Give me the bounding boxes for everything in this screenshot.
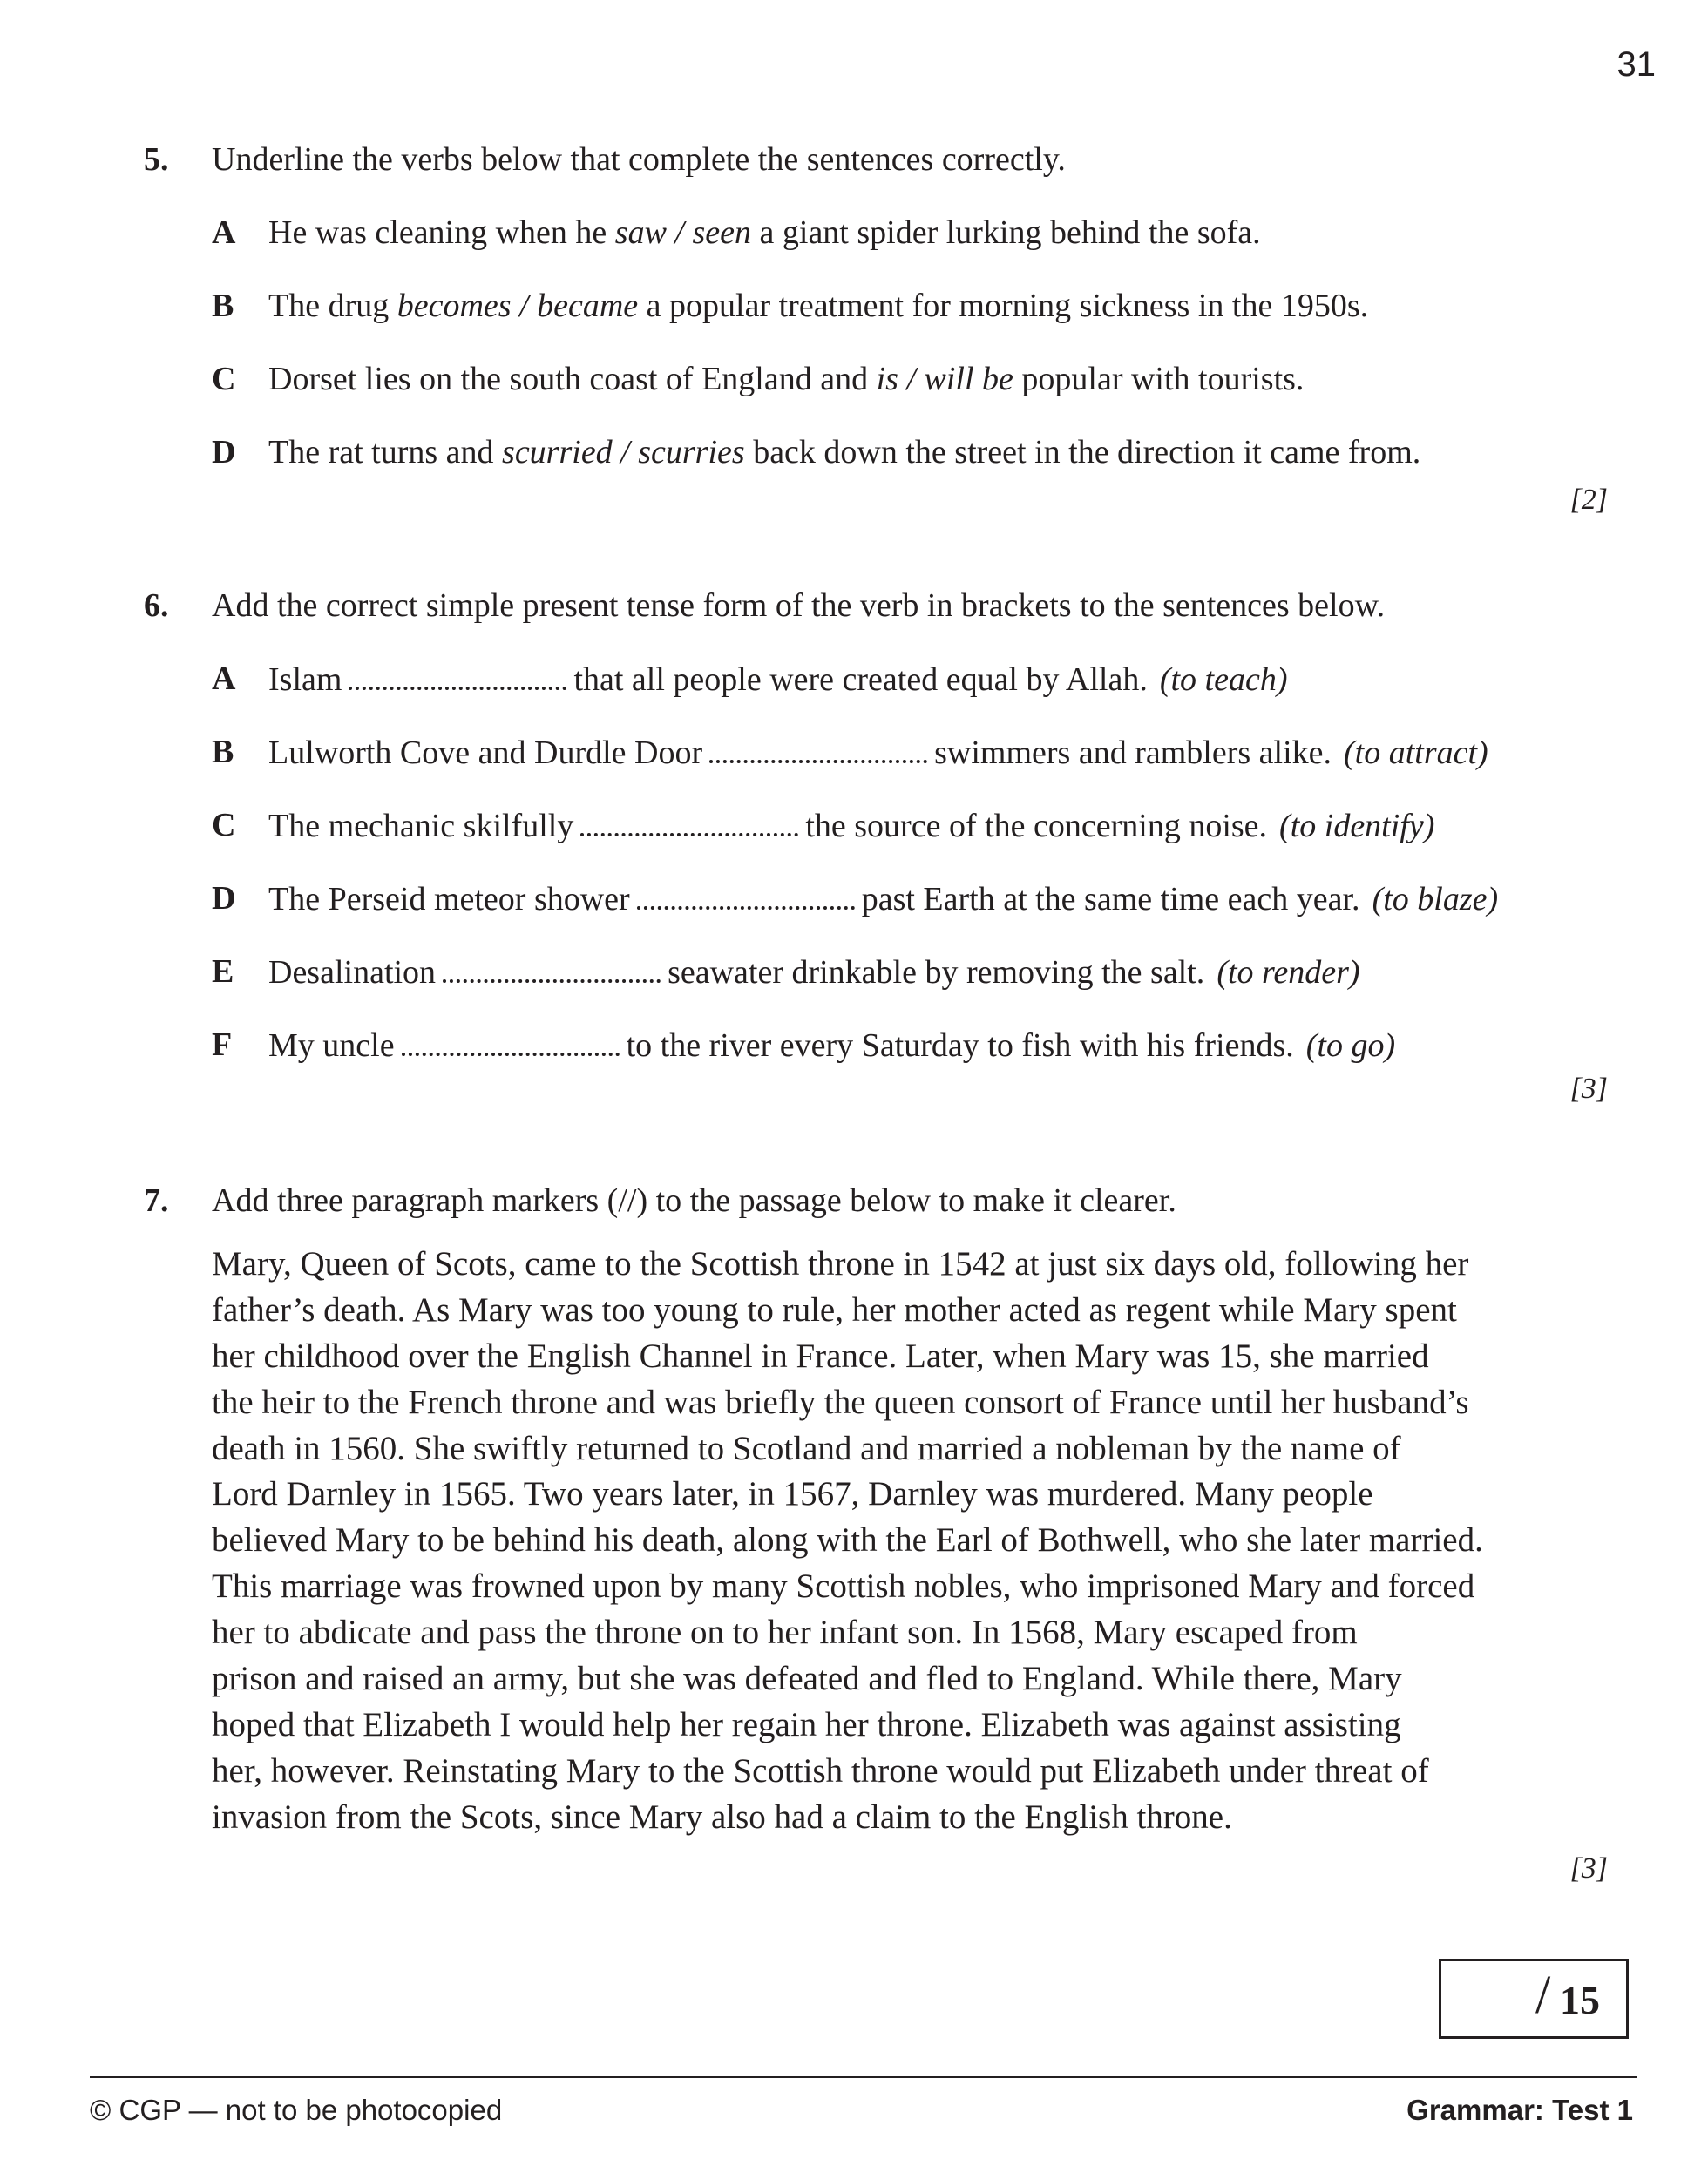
answer-blank[interactable] <box>637 877 855 910</box>
verb-options[interactable]: becomes / became <box>396 288 639 324</box>
passage-line: father’s death. As Mary was too young to rule, her mother acted as regent while Mary spent <box>212 1290 1457 1329</box>
q5-item-d: D The rat turns and scurried / scurries back down the street in the direction it came from. <box>144 430 1608 474</box>
question-7 <box>144 1179 1608 1893</box>
question-number: 5. <box>144 141 169 178</box>
answer-blank[interactable] <box>709 730 927 763</box>
q6-item-d: D The Perseid meteor shower past Earth at the same time each year. (to blaze) <box>144 877 1608 920</box>
footer-copyright: © CGP — not to be photocopied <box>90 2094 503 2126</box>
question-number: 6. <box>144 587 169 624</box>
verb-hint: (to blaze) <box>1372 881 1499 917</box>
question-6 <box>144 584 1608 1105</box>
footer-test-title: Grammar: Test 1 <box>1406 2094 1633 2126</box>
item-letter: C <box>212 807 236 843</box>
item-letter: B <box>212 734 234 770</box>
page-number: 31 <box>1616 45 1656 84</box>
answer-blank[interactable] <box>402 1023 620 1056</box>
q6-item-f: F My uncle to the river every Saturday to fish with his friends. (to go) <box>144 1023 1608 1066</box>
verb-hint: (to attract) <box>1344 735 1488 771</box>
passage-line: Lord Darnley in 1565. Two years later, in 1567, Darnley was murdered. Many people <box>212 1475 1373 1513</box>
verb-options[interactable]: saw / seen <box>614 214 752 251</box>
marks-label: [3] <box>1569 1852 1608 1885</box>
question-prompt: Add three paragraph markers (//) to the passage below to make it clearer. <box>212 1182 1176 1219</box>
answer-blank[interactable] <box>580 803 798 836</box>
verb-options[interactable]: scurried / scurries <box>502 434 745 471</box>
passage-line: her, however. Reinstating Mary to the Scottish throne would put Elizabeth under threat of <box>212 1751 1429 1790</box>
item-letter: B <box>212 288 234 324</box>
q5-item-a: A He was cleaning when he saw / seen a giant spider lurking behind the sofa. <box>144 211 1608 254</box>
verb-hint: (to identify) <box>1279 808 1435 844</box>
q6-item-c: C The mechanic skilfully the source of the concerning noise. (to identify) <box>144 803 1608 847</box>
verb-hint: (to go) <box>1305 1027 1396 1064</box>
marks-label: [3] <box>1569 1073 1608 1105</box>
item-letter: F <box>212 1026 233 1063</box>
q6-item-a: A Islam that all people were created equal by Allah. (to teach) <box>144 657 1608 701</box>
question-prompt: Underline the verbs below that complete the sentences correctly. <box>212 141 1066 178</box>
answer-blank[interactable] <box>443 950 661 983</box>
item-letter: A <box>212 660 236 697</box>
passage-line: Mary, Queen of Scots, came to the Scottish throne in 1542 at just six days old, following her <box>212 1245 1469 1283</box>
question-5 <box>144 138 1608 516</box>
passage-line: believed Mary to be behind his death, along with the Earl of Bothwell, who she later married. <box>212 1521 1483 1560</box>
score-total: 15 <box>1560 1978 1600 2022</box>
passage-line: death in 1560. She swiftly returned to Scotland and married a nobleman by the name of <box>212 1429 1401 1467</box>
item-letter: D <box>212 434 236 471</box>
q6-item-b: B Lulworth Cove and Durdle Door swimmers and ramblers alike. (to attract) <box>144 730 1608 774</box>
passage-line: This marriage was frowned upon by many Scottish nobles, who imprisoned Mary and forced <box>212 1567 1475 1606</box>
answer-blank[interactable] <box>349 657 566 690</box>
passage-line: hoped that Elizabeth I would help her regain her throne. Elizabeth was against assisting <box>212 1705 1401 1743</box>
item-letter: D <box>212 880 236 917</box>
marks-label: [2] <box>1569 484 1608 516</box>
question-number: 7. <box>144 1182 169 1219</box>
q5-item-c: C Dorset lies on the south coast of England and is / will be popular with tourists. <box>144 357 1608 401</box>
passage-line: invasion from the Scots, since Mary also had a claim to the English throne. <box>212 1797 1232 1836</box>
passage-line: her childhood over the English Channel in France. Later, when Mary was 15, she married <box>212 1337 1429 1375</box>
verb-hint: (to render) <box>1217 954 1360 991</box>
item-letter: E <box>212 953 234 990</box>
score-slash: / <box>1535 1966 1551 2025</box>
q6-item-e: E Desalination seawater drinkable by removing the salt. (to render) <box>144 950 1608 993</box>
passage-line: prison and raised an army, but she was defeated and fled to England. While there, Mary <box>212 1660 1402 1698</box>
footer-divider <box>90 2076 1637 2078</box>
item-letter: C <box>212 361 236 397</box>
passage[interactable] <box>212 1242 1606 1841</box>
verb-hint: (to teach) <box>1159 661 1288 698</box>
question-prompt: Add the correct simple present tense form of the verb in brackets to the sentences below. <box>212 587 1386 624</box>
item-letter: A <box>212 214 236 251</box>
q5-item-b: B The drug becomes / became a popular treatment for morning sickness in the 1950s. <box>144 284 1608 328</box>
passage-line: her to abdicate and pass the throne on to her infant son. In 1568, Mary escaped from <box>212 1614 1358 1652</box>
score-box[interactable] <box>1439 1959 1629 2039</box>
passage-line: the heir to the French throne and was briefly the queen consort of France until her husband’s <box>212 1383 1469 1421</box>
verb-options[interactable]: is / will be <box>876 361 1013 397</box>
